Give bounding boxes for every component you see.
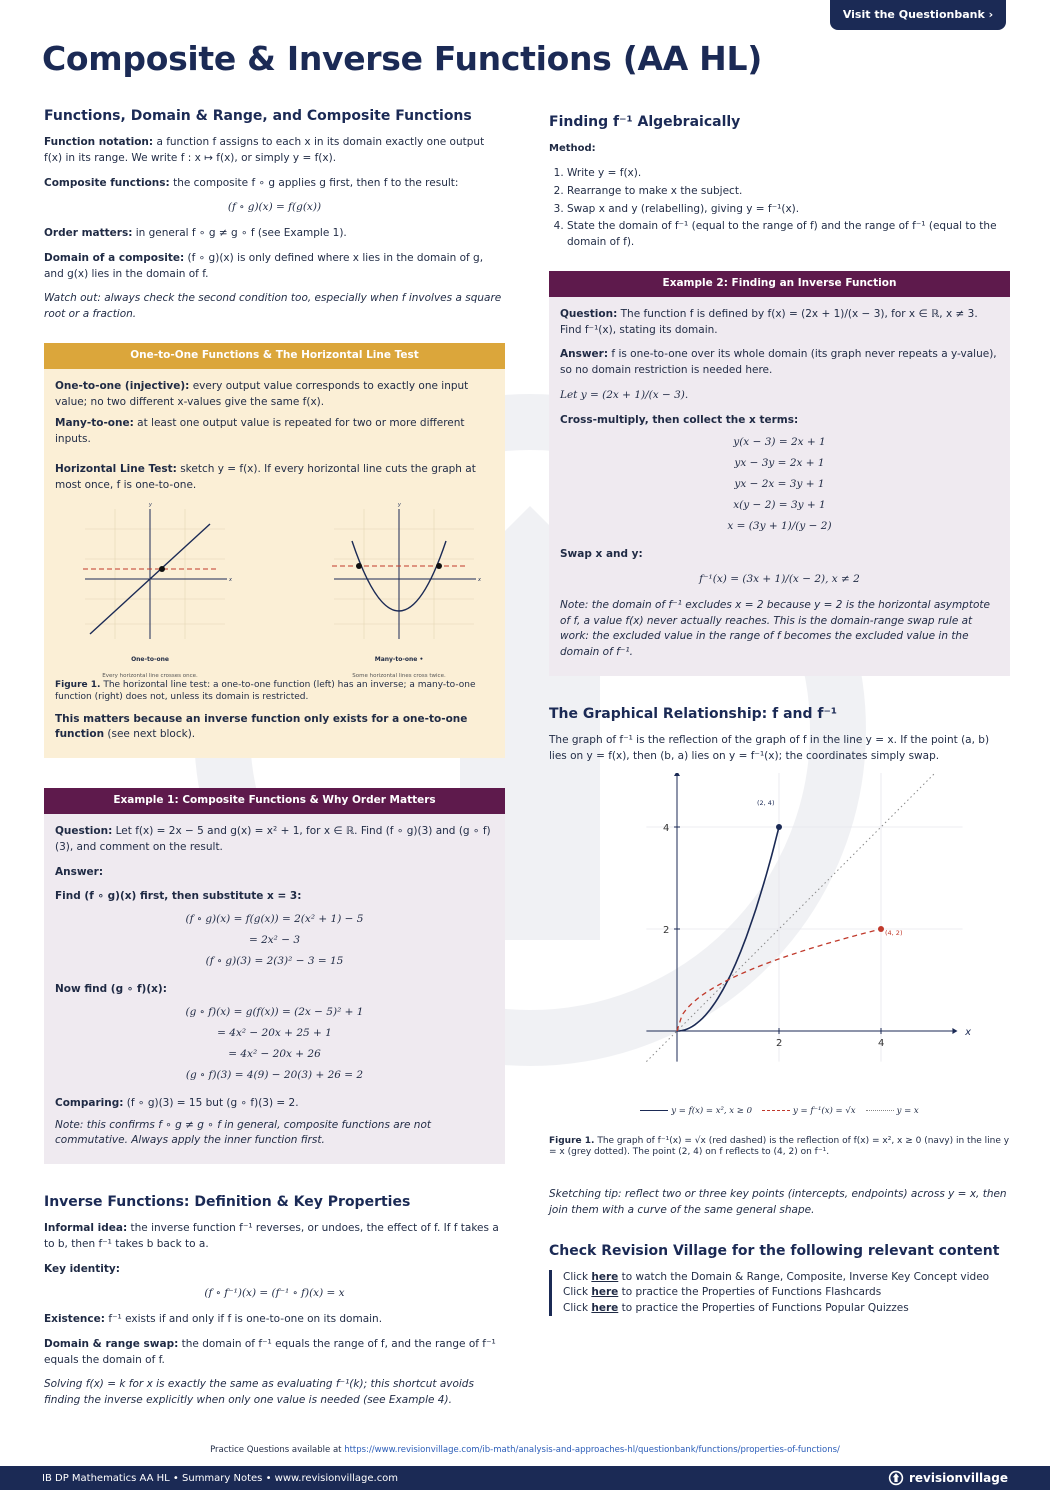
x-axis-arrow <box>952 1028 957 1034</box>
point-2-4 <box>776 824 782 830</box>
example2-a-label: Answer: <box>560 348 609 361</box>
domain-label: Domain of a composite: <box>44 251 185 264</box>
section-functions-title: Functions, Domain & Range, and Composite Functions <box>44 108 472 124</box>
composite-para <box>44 176 505 192</box>
figure1-right-text: The graph of f⁻¹(x) = √x (red dashed) is the reflection of f(x) = x², x ≥ 0 (navy) in the line y = x (grey dotted). The point (2, 4) on f reflects to (4, 2) on f⁻¹. <box>549 1135 1010 1158</box>
method-step: 4. State the domain of f⁻¹ (equal to the range of f) and the range of f⁻¹ (equal to the domain of f). <box>567 219 1010 251</box>
step-line: (g ∘ f)(x) = g(f(x)) = (2x − 5)² + 1 <box>185 1005 364 1018</box>
matters-bold: This matters because an inverse function only exists for a one-to-one function <box>55 712 468 741</box>
example2-q-label: Question: <box>560 307 618 320</box>
practice-questions-line <box>0 1444 1050 1457</box>
order-para <box>44 226 505 242</box>
method-step: 3. Swap x and y (relabelling), giving y = f⁻¹(x). <box>567 202 1010 218</box>
swap-para <box>44 1337 505 1369</box>
method-step: 2. Rearrange to make x the subject. <box>567 184 1010 200</box>
figure1-text: The horizontal line test: a one-to-one function (left) has an inverse; a many-to-one function (right) does not, unless its domain is restricted. <box>55 680 476 702</box>
inverse-graph-chart <box>549 773 1010 1093</box>
informal-text: the inverse function f⁻¹ reverses, or undoes, the effect of f. If f takes a to b, then f⁻¹ takes b back to a. <box>44 1222 499 1250</box>
injective-label: One-to-one (injective): <box>55 379 190 392</box>
existence-para <box>44 1312 505 1328</box>
figure1-label: Figure 1. <box>55 680 101 691</box>
step-line: (g ∘ f)(3) = 4(9) − 20(3) + 26 = 2 <box>185 1068 364 1081</box>
series-y-equals-x <box>646 773 942 1062</box>
existence-text: f⁻¹ exists if and only if f is one-to-one on its domain. <box>108 1313 383 1326</box>
step-line: x(y − 2) = 3y + 1 <box>733 499 826 512</box>
revision-links <box>549 1270 1010 1317</box>
step-line: x = (3y + 1)/(y − 2) <box>727 520 832 533</box>
legend-item-yx: y = x <box>866 1105 919 1118</box>
hlt-label: Horizontal Line Test: <box>55 462 177 475</box>
figure1-caption <box>55 680 494 703</box>
example1-box <box>44 788 505 1164</box>
step-line: = 4x² − 20x + 26 <box>228 1047 321 1060</box>
section-revision-title: Check Revision Village for the following relevant content <box>549 1242 1000 1259</box>
svg-text:y: y <box>398 502 401 509</box>
method-step: 1. Write y = f(x). <box>567 166 1010 182</box>
one-to-one-box <box>44 343 505 758</box>
many-to-one-graph-svg <box>314 499 484 649</box>
injective-text: every output value corresponds to exactly one input value; no two different x-values give the same f(x). <box>55 379 469 408</box>
domain-text: (f ∘ g)(x) is only defined where x lies in the domain of g, and g(x) lies in the domain of f. <box>44 251 484 280</box>
method-steps <box>549 166 1010 251</box>
notation-para <box>44 135 505 167</box>
one-to-one-caption: One-to-one <box>131 656 169 663</box>
example2-swap: Swap x and y: <box>560 548 643 561</box>
example1-compare <box>55 1096 494 1112</box>
revision-link-quizzes[interactable]: here <box>591 1301 619 1314</box>
one-to-one-box-title: One-to-One Functions & The Horizontal Line Test <box>44 343 505 369</box>
chart-legend <box>549 1105 1010 1118</box>
informal-para <box>44 1221 505 1253</box>
informal-label: Informal idea: <box>44 1222 128 1235</box>
page-title: Composite & Inverse Functions (AA HL) <box>42 39 762 78</box>
practice-url-link[interactable]: https://www.revisionvillage.com/ib-math/analysis-and-approaches-hl/questionbank/functions/properties-of-functions/ <box>344 1445 840 1455</box>
matters-rest: (see next block). <box>107 728 196 741</box>
many-to-one-caption: Many-to-one • <box>374 656 424 663</box>
example2-box <box>549 271 1010 676</box>
example1-note: Note: this confirms f ∘ g ≠ g ∘ f in general, composite functions are not commutative. Always apply the inner function first. <box>55 1118 432 1147</box>
composite-label: Composite functions: <box>44 176 170 189</box>
order-label: Order matters: <box>44 227 133 239</box>
x-axis-label: x <box>965 1027 972 1039</box>
compare-text: (f ∘ g)(3) = 15 but (g ∘ f)(3) = 2. <box>126 1096 299 1109</box>
many-to-one-text: at least one output value is repeated for two or more different inputs. <box>55 417 465 445</box>
hlt-text: sketch y = f(x). If every horizontal line cuts the graph at most once, f is one-to-one. <box>55 462 476 491</box>
graph-many-to-one <box>314 499 484 680</box>
section-inverse-title: Inverse Functions: Definition & Key Properties <box>44 1194 411 1211</box>
example2-answer <box>560 347 999 379</box>
many-to-one-para <box>55 416 494 448</box>
y-tick-label: 4 <box>663 823 670 835</box>
hlt-para <box>55 462 494 494</box>
figure1-right-label: Figure 1. <box>549 1135 595 1146</box>
step-line: y(x − 3) = 2x + 1 <box>733 436 826 449</box>
y-tick-label: 2 <box>663 925 670 937</box>
logo-icon <box>888 1470 904 1486</box>
composite-equation: (f ∘ g)(x) = f(g(x)) <box>227 201 322 214</box>
example1-answer-label: Answer: <box>55 865 104 878</box>
step-line: = 2x² − 3 <box>248 934 301 947</box>
domain-para <box>44 251 505 283</box>
example1-q-text: Let f(x) = 2x − 5 and g(x) = x² + 1, for x ∈ ℝ. Find (f ∘ g)(3) and (g ∘ f)(3), and comment on the result. <box>55 825 491 853</box>
annotation-2-4: (2, 4) <box>757 799 775 808</box>
point-4-2 <box>878 926 884 932</box>
example2-q-text: The function f is defined by f(x) = (2x + 1)/(x − 3), for x ∈ ℝ, x ≠ 3. Find f⁻¹(x), stating its domain. <box>560 307 978 336</box>
example2-result: f⁻¹(x) = (3x + 1)/(x − 2), x ≠ 2 <box>699 573 860 585</box>
example2-let: Let y = (2x + 1)/(x − 3). <box>560 388 689 401</box>
swap-text: the domain of f⁻¹ equals the range of f, and the range of f⁻¹ equals the domain of f. <box>44 1337 496 1366</box>
injective-para <box>55 379 494 411</box>
matters-para <box>55 712 494 744</box>
svg-text:x: x <box>229 577 232 584</box>
example2-cross: Cross-multiply, then collect the x terms: <box>560 413 799 426</box>
step-line: yx − 2x = 3y + 1 <box>734 478 825 491</box>
existence-label: Existence: <box>44 1313 105 1326</box>
notation-label: Function notation: <box>44 136 154 148</box>
example1-title: Example 1: Composite Functions & Why Order Matters <box>44 788 505 814</box>
composite-text: the composite f ∘ g applies g first, then f to the result: <box>173 176 459 189</box>
x-tick-label: 4 <box>878 1038 885 1050</box>
graph-one-to-one <box>65 499 235 680</box>
compare-label: Comparing: <box>55 1096 124 1109</box>
step-line: yx − 3y = 2x + 1 <box>734 457 825 470</box>
section-finding-inverse-title: Finding f⁻¹ Algebraically <box>549 114 741 130</box>
revision-link-row: Click here to practice the Properties of Functions Flashcards <box>563 1286 882 1299</box>
example2-a-text: f is one-to-one over its whole domain (its graph never repeats a y-value), so no domain restriction is needed here. <box>560 348 997 376</box>
svg-text:y: y <box>149 502 152 509</box>
watch-out-note: Watch out: always check the second condition too, especially when f involves a square root or a fraction. <box>44 292 502 320</box>
figure1-right-caption <box>549 1136 1010 1159</box>
practice-pre: Practice Questions available at <box>210 1445 342 1455</box>
many-to-one-label: Many-to-one: <box>55 417 134 430</box>
section-graphical-title: The Graphical Relationship: f and f⁻¹ <box>549 705 838 722</box>
example2-title: Example 2: Finding an Inverse Function <box>549 271 1010 297</box>
one-to-one-graph-svg <box>65 499 235 649</box>
graphical-text: The graph of f⁻¹ is the reflection of the graph of f in the line y = x. If the point (a, b) lies on y = f(x), then (b, a) lies on y = f⁻¹(x); the coordinates simply swap. <box>549 733 990 762</box>
left-column <box>44 106 505 1418</box>
sketching-tip: Sketching tip: reflect two or three key points (intercepts, endpoints) across y = x, then join them with a curve of the same general shape. <box>549 1188 1007 1216</box>
example1-find1: Find (f ∘ g)(x) first, then substitute x = 3: <box>55 890 302 903</box>
hlt-graphs <box>55 499 494 680</box>
svg-text:x: x <box>478 577 481 584</box>
revisionvillage-logo[interactable]: revisionvillage <box>888 1469 1008 1487</box>
example1-steps1 <box>55 909 494 972</box>
footer-bar <box>0 1466 1050 1490</box>
legend-item-f: y = f(x) = x², x ≥ 0 <box>640 1105 752 1118</box>
example2-question <box>560 307 999 339</box>
swap-label: Domain & range swap: <box>44 1337 179 1350</box>
example1-question <box>55 824 494 856</box>
step-line: (f ∘ g)(3) = 2(3)² − 3 = 15 <box>205 955 344 968</box>
solving-note: Solving f(x) = k for x is exactly the same as evaluating f⁻¹(k); this shortcut avoids finding the inverse explicitly when only one value is needed (see Example 4). <box>44 1378 474 1407</box>
revision-link-row: Click here to watch the Domain & Range, Composite, Inverse Key Concept video <box>563 1270 990 1283</box>
notation-text: a function f assigns to each x in its domain exactly one output f(x) in its range. We write f : x ↦ f(x), or simply y = f(x). <box>44 136 485 164</box>
right-column <box>549 112 1010 1316</box>
step-line: = 4x² − 20x + 25 + 1 <box>217 1026 332 1039</box>
example1-q-label: Question: <box>55 825 113 838</box>
revision-link-video[interactable]: here <box>591 1270 619 1283</box>
example1-find2: Now find (g ∘ f)(x): <box>55 983 167 996</box>
order-text: in general f ∘ g ≠ g ∘ f (see Example 1). <box>135 227 347 239</box>
key-identity-equation: (f ∘ f⁻¹)(x) = (f⁻¹ ∘ f)(x) = x <box>204 1287 345 1300</box>
example2-steps <box>560 432 999 537</box>
key-identity-label: Key identity: <box>44 1262 120 1275</box>
example1-steps2 <box>55 1002 494 1086</box>
example2-note: Note: the domain of f⁻¹ excludes x = 2 because y = 2 is the horizontal asymptote of f, a value f(x) never actually reaches. This is the domain-range swap rule at work: the excluded value in the range of f becomes the excluded value in the domain of f⁻¹. <box>560 598 990 658</box>
x-tick-label: 2 <box>776 1038 783 1050</box>
revision-link-row: Click here to practice the Properties of Functions Popular Quizzes <box>563 1301 909 1314</box>
step-line: (f ∘ g)(x) = f(g(x)) = 2(x² + 1) − 5 <box>185 913 364 926</box>
one-to-one-subcaption: Every horizontal line crosses once. <box>102 673 198 679</box>
method-label: Method: <box>549 143 596 154</box>
questionbank-button[interactable]: Visit the Questionbank › <box>830 0 1006 30</box>
legend-item-finv: y = f⁻¹(x) = √x <box>762 1105 856 1118</box>
y-axis-arrow <box>674 773 680 776</box>
footer-text: IB DP Mathematics AA HL • Summary Notes • www.revisionvillage.com <box>42 1472 399 1484</box>
many-to-one-subcaption: Some horizontal lines cross twice. <box>352 673 446 679</box>
annotation-4-2: (4, 2) <box>885 929 903 938</box>
revision-link-flashcards[interactable]: here <box>591 1286 619 1299</box>
